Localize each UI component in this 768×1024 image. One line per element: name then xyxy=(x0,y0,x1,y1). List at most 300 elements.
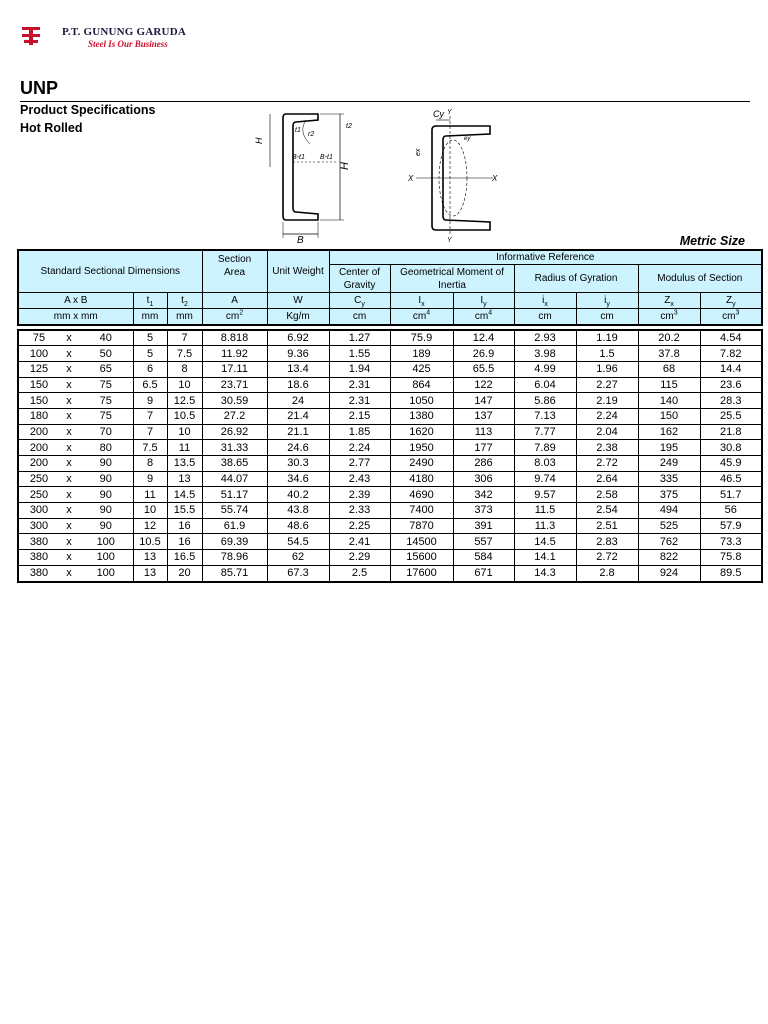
table-cell: 250 xyxy=(18,471,59,487)
hdr-t1 xyxy=(133,293,167,309)
table-cell: 7870 xyxy=(390,518,453,534)
table-cell: 200 xyxy=(18,424,59,440)
table-cell: 40.2 xyxy=(267,487,329,503)
hdr-cy-sub: y xyxy=(361,301,365,308)
table-cell: 51.7 xyxy=(700,487,762,503)
table-cell: 2.83 xyxy=(576,534,638,550)
table-cell: 43.8 xyxy=(267,503,329,519)
table-cell: 113 xyxy=(453,424,514,440)
table-cell: 2.15 xyxy=(329,408,390,424)
table-cell: x xyxy=(59,550,79,566)
unit-axb: mm x mm xyxy=(18,309,133,325)
table-cell: 6.04 xyxy=(514,377,576,393)
table-cell: 10 xyxy=(133,503,167,519)
table-cell: x xyxy=(59,487,79,503)
hdr-zy xyxy=(700,293,762,309)
table-cell: 100 xyxy=(79,550,133,566)
table-cell: 70 xyxy=(79,424,133,440)
table-cell: 28.3 xyxy=(700,393,762,409)
table-cell: 7.82 xyxy=(700,346,762,362)
table-cell: 68 xyxy=(638,361,700,377)
hdr-center-gravity: Center of Gravity xyxy=(329,265,390,293)
table-cell: 26.92 xyxy=(202,424,267,440)
table-cell: 75 xyxy=(79,377,133,393)
table-cell: 14.5 xyxy=(514,534,576,550)
table-cell: 557 xyxy=(453,534,514,550)
table-cell: 177 xyxy=(453,440,514,456)
label-ex: ex xyxy=(415,148,422,156)
table-cell: 11.92 xyxy=(202,346,267,362)
hdr-t2-sub: 2 xyxy=(183,301,188,308)
table-row xyxy=(18,440,762,456)
table-cell: 7 xyxy=(133,408,167,424)
hdr-rx xyxy=(514,293,576,309)
table-cell: 30.59 xyxy=(202,393,267,409)
table-cell: 12 xyxy=(133,518,167,534)
table-cell: 30.3 xyxy=(267,456,329,472)
table-cell: 822 xyxy=(638,550,700,566)
table-cell: x xyxy=(59,361,79,377)
table-cell: 14.5 xyxy=(167,487,202,503)
table-cell: 250 xyxy=(18,487,59,503)
table-cell: 89.5 xyxy=(700,565,762,581)
table-cell: 2.93 xyxy=(514,330,576,346)
hdr-section-area: Section Area xyxy=(202,250,267,293)
table-cell: 12.5 xyxy=(167,393,202,409)
hdr-radius-gyration: Radius of Gyration xyxy=(514,265,638,293)
table-cell: 671 xyxy=(453,565,514,581)
label-bt-right: B-t1 xyxy=(320,154,333,161)
hdr-iy xyxy=(453,293,514,309)
table-cell: 147 xyxy=(453,393,514,409)
table-cell: 13 xyxy=(167,471,202,487)
table-cell: 9 xyxy=(133,471,167,487)
table-cell: 75 xyxy=(79,408,133,424)
table-cell: 17.11 xyxy=(202,361,267,377)
table-cell: 115 xyxy=(638,377,700,393)
table-cell: 14500 xyxy=(390,534,453,550)
table-cell: x xyxy=(59,565,79,581)
table-cell: 90 xyxy=(79,518,133,534)
hdr-t2 xyxy=(167,293,202,309)
unit-cy: cm xyxy=(329,309,390,325)
table-cell: 21.1 xyxy=(267,424,329,440)
table-cell: 23.6 xyxy=(700,377,762,393)
hdr-standard-dimensions: Standard Sectional Dimensions xyxy=(18,250,202,293)
table-cell: 10 xyxy=(167,424,202,440)
table-row xyxy=(18,518,762,534)
table-cell: 2.39 xyxy=(329,487,390,503)
diagram-labels xyxy=(254,123,352,244)
table-cell: 25.5 xyxy=(700,408,762,424)
table-cell: 122 xyxy=(453,377,514,393)
table-cell: 46.5 xyxy=(700,471,762,487)
table-cell: 13 xyxy=(133,550,167,566)
table-row xyxy=(18,424,762,440)
table-cell: 12.4 xyxy=(453,330,514,346)
table-cell: 61.9 xyxy=(202,518,267,534)
table-cell: 2.5 xyxy=(329,565,390,581)
hdr-moment-inertia: Geometrical Moment of Inertia xyxy=(390,265,514,293)
table-cell: 34.6 xyxy=(267,471,329,487)
table-cell: x xyxy=(59,456,79,472)
unit-ix xyxy=(390,309,453,325)
unit-t2: mm xyxy=(167,309,202,325)
table-cell: 11.3 xyxy=(514,518,576,534)
table-cell: 40 xyxy=(79,330,133,346)
table-cell: 11.5 xyxy=(514,503,576,519)
table-cell: 1.85 xyxy=(329,424,390,440)
table-cell: 9.36 xyxy=(267,346,329,362)
table-cell: 2.77 xyxy=(329,456,390,472)
subtitle-process: Hot Rolled xyxy=(20,121,83,135)
table-cell: 150 xyxy=(18,377,59,393)
table-cell: 55.74 xyxy=(202,503,267,519)
table-cell: 85.71 xyxy=(202,565,267,581)
table-cell: 69.39 xyxy=(202,534,267,550)
table-cell: 391 xyxy=(453,518,514,534)
table-cell: 21.8 xyxy=(700,424,762,440)
table-cell: 7.89 xyxy=(514,440,576,456)
table-cell: 7 xyxy=(167,330,202,346)
table-cell: 18.6 xyxy=(267,377,329,393)
table-cell: 1.55 xyxy=(329,346,390,362)
table-cell: 26.9 xyxy=(453,346,514,362)
table-cell: 90 xyxy=(79,503,133,519)
table-cell: 342 xyxy=(453,487,514,503)
table-cell: 11 xyxy=(133,487,167,503)
table-cell: 300 xyxy=(18,518,59,534)
unit-w: Kg/m xyxy=(267,309,329,325)
table-cell: 286 xyxy=(453,456,514,472)
table-cell: 584 xyxy=(453,550,514,566)
table-cell: 195 xyxy=(638,440,700,456)
table-cell: 73.3 xyxy=(700,534,762,550)
table-cell: 373 xyxy=(453,503,514,519)
table-cell: 14.4 xyxy=(700,361,762,377)
table-cell: 56 xyxy=(700,503,762,519)
table-cell: 6 xyxy=(133,361,167,377)
table-cell: 8 xyxy=(133,456,167,472)
unit-zy-base: cm xyxy=(722,310,736,322)
table-cell: 51.17 xyxy=(202,487,267,503)
table-cell: 1050 xyxy=(390,393,453,409)
hdr-ry xyxy=(576,293,638,309)
table-cell: 2.72 xyxy=(576,456,638,472)
table-cell: x xyxy=(59,346,79,362)
table-cell: 75.9 xyxy=(390,330,453,346)
table-cell: 3.98 xyxy=(514,346,576,362)
table-cell: 13 xyxy=(133,565,167,581)
hdr-zx-sub: x xyxy=(670,301,674,308)
table-cell: 1.96 xyxy=(576,361,638,377)
table-cell: 13.4 xyxy=(267,361,329,377)
garuda-logo-icon xyxy=(20,25,42,47)
table-cell: 24 xyxy=(267,393,329,409)
table-cell: 9 xyxy=(133,393,167,409)
unit-zy-exp: 3 xyxy=(735,309,740,317)
table-row xyxy=(18,456,762,472)
table-cell: 2.27 xyxy=(576,377,638,393)
table-row xyxy=(18,361,762,377)
unit-iy-base: cm xyxy=(474,310,489,322)
hdr-w: W xyxy=(267,293,329,309)
label-r2: r2 xyxy=(308,131,315,138)
unit-a xyxy=(202,309,267,325)
unit-t1: mm xyxy=(133,309,167,325)
table-row xyxy=(18,487,762,503)
table-cell: 24.6 xyxy=(267,440,329,456)
table-cell: 65 xyxy=(79,361,133,377)
table-cell: 2.25 xyxy=(329,518,390,534)
unit-a-exp: 2 xyxy=(239,309,244,317)
hdr-ix xyxy=(390,293,453,309)
table-cell: 90 xyxy=(79,456,133,472)
table-cell: 335 xyxy=(638,471,700,487)
table-cell: 2.58 xyxy=(576,487,638,503)
table-cell: 75 xyxy=(18,330,59,346)
hdr-a: A xyxy=(202,293,267,309)
table-cell: 44.07 xyxy=(202,471,267,487)
table-cell: 8.03 xyxy=(514,456,576,472)
table-cell: 5.86 xyxy=(514,393,576,409)
channel-section-diagram xyxy=(248,104,518,244)
table-row xyxy=(18,377,762,393)
company-name: P.T. GUNUNG GARUDA xyxy=(62,26,186,38)
label-y-top: Y xyxy=(447,109,452,116)
table-cell: 8.818 xyxy=(202,330,267,346)
table-cell: 6.5 xyxy=(133,377,167,393)
table-cell: x xyxy=(59,471,79,487)
subtitle-specs: Product Specifications xyxy=(20,103,156,117)
table-cell: 525 xyxy=(638,518,700,534)
table-cell: 14.3 xyxy=(514,565,576,581)
table-cell: x xyxy=(59,503,79,519)
table-cell: x xyxy=(59,377,79,393)
table-cell: 45.9 xyxy=(700,456,762,472)
label-bt-left: B-t1 xyxy=(292,154,305,161)
label-y-bottom: Y xyxy=(447,237,452,244)
table-cell: 8 xyxy=(167,361,202,377)
table-cell: 62 xyxy=(267,550,329,566)
table-cell: 54.5 xyxy=(267,534,329,550)
table-cell: 125 xyxy=(18,361,59,377)
table-row xyxy=(18,330,762,346)
label-cy: Cy xyxy=(433,109,444,119)
hdr-cy xyxy=(329,293,390,309)
table-cell: 2.41 xyxy=(329,534,390,550)
table-cell: 21.4 xyxy=(267,408,329,424)
table-cell: x xyxy=(59,534,79,550)
hdr-cy-symbol: C xyxy=(354,295,362,306)
table-cell: 924 xyxy=(638,565,700,581)
table-cell: 7 xyxy=(133,424,167,440)
table-cell: 31.33 xyxy=(202,440,267,456)
table-cell: 1.19 xyxy=(576,330,638,346)
table-cell: 380 xyxy=(18,550,59,566)
hdr-ix-sub: x xyxy=(421,301,425,308)
label-x-left: X xyxy=(408,174,414,183)
hdr-zy-sub: y xyxy=(732,301,736,308)
front-section-drawing xyxy=(270,114,344,238)
table-cell: x xyxy=(59,424,79,440)
table-cell: 140 xyxy=(638,393,700,409)
table-cell: 50 xyxy=(79,346,133,362)
hdr-zy-symbol: Z xyxy=(725,295,733,306)
table-cell: 4690 xyxy=(390,487,453,503)
table-cell: 200 xyxy=(18,440,59,456)
table-cell: x xyxy=(59,440,79,456)
unit-ry: cm xyxy=(576,309,638,325)
table-cell: 5 xyxy=(133,330,167,346)
spec-table-header xyxy=(17,249,763,326)
unit-a-base: cm xyxy=(225,310,240,322)
table-cell: 150 xyxy=(18,393,59,409)
table-cell: 2.64 xyxy=(576,471,638,487)
table-cell: 425 xyxy=(390,361,453,377)
table-cell: 300 xyxy=(18,503,59,519)
table-cell: 90 xyxy=(79,487,133,503)
table-cell: 162 xyxy=(638,424,700,440)
table-cell: 249 xyxy=(638,456,700,472)
table-cell: 10 xyxy=(167,377,202,393)
table-cell: 306 xyxy=(453,471,514,487)
table-cell: 67.3 xyxy=(267,565,329,581)
spec-table xyxy=(17,249,749,583)
table-cell: 380 xyxy=(18,534,59,550)
label-t2: t2 xyxy=(346,123,352,130)
company-tagline: Steel Is Our Business xyxy=(88,39,168,49)
table-cell: 1620 xyxy=(390,424,453,440)
table-cell: 200 xyxy=(18,456,59,472)
label-ey: ey xyxy=(464,136,471,142)
axis-section-drawing xyxy=(416,116,493,236)
unit-iy-exp: 4 xyxy=(488,309,493,317)
table-cell: 2.31 xyxy=(329,393,390,409)
table-cell: 13.5 xyxy=(167,456,202,472)
table-cell: 494 xyxy=(638,503,700,519)
table-cell: 4180 xyxy=(390,471,453,487)
table-cell: 2.38 xyxy=(576,440,638,456)
unit-zx-base: cm xyxy=(660,310,674,322)
hdr-t1-sub: 1 xyxy=(149,301,154,308)
unit-zx xyxy=(638,309,700,325)
table-row xyxy=(18,393,762,409)
table-cell: 100 xyxy=(79,534,133,550)
table-row xyxy=(18,534,762,550)
hdr-informative-reference: Informative Reference xyxy=(329,250,762,265)
spec-table-body xyxy=(17,329,763,583)
table-cell: 37.8 xyxy=(638,346,700,362)
company-logo xyxy=(20,22,220,52)
table-cell: 6.92 xyxy=(267,330,329,346)
label-half-h: H xyxy=(254,137,264,144)
table-cell: 11 xyxy=(167,440,202,456)
table-cell: 2.04 xyxy=(576,424,638,440)
table-cell: 48.6 xyxy=(267,518,329,534)
hdr-zx xyxy=(638,293,700,309)
table-cell: 2.54 xyxy=(576,503,638,519)
table-cell: 9.57 xyxy=(514,487,576,503)
table-cell: 2.43 xyxy=(329,471,390,487)
table-cell: 57.9 xyxy=(700,518,762,534)
table-cell: 4.99 xyxy=(514,361,576,377)
table-cell: 75 xyxy=(79,393,133,409)
table-cell: 4.54 xyxy=(700,330,762,346)
table-cell: 16 xyxy=(167,518,202,534)
table-cell: 78.96 xyxy=(202,550,267,566)
table-cell: 2490 xyxy=(390,456,453,472)
table-cell: 100 xyxy=(18,346,59,362)
table-cell: 20 xyxy=(167,565,202,581)
hdr-axb: A x B xyxy=(18,293,133,309)
table-cell: 7.5 xyxy=(167,346,202,362)
table-cell: 15600 xyxy=(390,550,453,566)
hdr-zx-symbol: Z xyxy=(664,295,671,306)
hdr-ix-symbol: I xyxy=(418,295,422,306)
title-divider xyxy=(20,101,750,102)
hdr-modulus-section: Modulus of Section xyxy=(638,265,762,293)
hdr-ry-sub: y xyxy=(606,301,610,308)
table-cell: 80 xyxy=(79,440,133,456)
table-cell: 100 xyxy=(79,565,133,581)
table-cell: 9.74 xyxy=(514,471,576,487)
table-cell: 17600 xyxy=(390,565,453,581)
table-cell: 7400 xyxy=(390,503,453,519)
unit-rx: cm xyxy=(514,309,576,325)
table-cell: 2.19 xyxy=(576,393,638,409)
table-row xyxy=(18,550,762,566)
table-row xyxy=(18,408,762,424)
table-cell: 7.5 xyxy=(133,440,167,456)
table-cell: 10.5 xyxy=(133,534,167,550)
label-x-right: X xyxy=(492,174,498,183)
label-b: B xyxy=(297,235,304,244)
table-cell: 2.31 xyxy=(329,377,390,393)
metric-size-label: Metric Size xyxy=(679,234,745,248)
hdr-iy-symbol: I xyxy=(480,295,484,306)
table-cell: 10.5 xyxy=(167,408,202,424)
table-cell: x xyxy=(59,330,79,346)
table-cell: 65.5 xyxy=(453,361,514,377)
table-cell: 14.1 xyxy=(514,550,576,566)
table-cell: x xyxy=(59,408,79,424)
unit-ix-exp: 4 xyxy=(426,309,431,317)
table-cell: 2.33 xyxy=(329,503,390,519)
table-cell: 7.77 xyxy=(514,424,576,440)
table-row xyxy=(18,565,762,581)
document-title: UNP xyxy=(20,78,59,98)
hdr-unit-weight: Unit Weight xyxy=(267,250,329,293)
table-cell: 150 xyxy=(638,408,700,424)
unit-iy xyxy=(453,309,514,325)
table-cell: 137 xyxy=(453,408,514,424)
unit-ix-base: cm xyxy=(412,310,427,322)
table-cell: 15.5 xyxy=(167,503,202,519)
table-cell: 189 xyxy=(390,346,453,362)
table-cell: 16.5 xyxy=(167,550,202,566)
table-cell: 380 xyxy=(18,565,59,581)
hdr-t1-symbol: t xyxy=(146,295,150,306)
hdr-rx-sub: x xyxy=(544,301,548,308)
table-cell: 762 xyxy=(638,534,700,550)
table-cell: 1.5 xyxy=(576,346,638,362)
label-h: H xyxy=(339,162,351,170)
table-cell: 30.8 xyxy=(700,440,762,456)
table-cell: 5 xyxy=(133,346,167,362)
table-cell: 1380 xyxy=(390,408,453,424)
hdr-rx-symbol: i xyxy=(542,295,545,306)
